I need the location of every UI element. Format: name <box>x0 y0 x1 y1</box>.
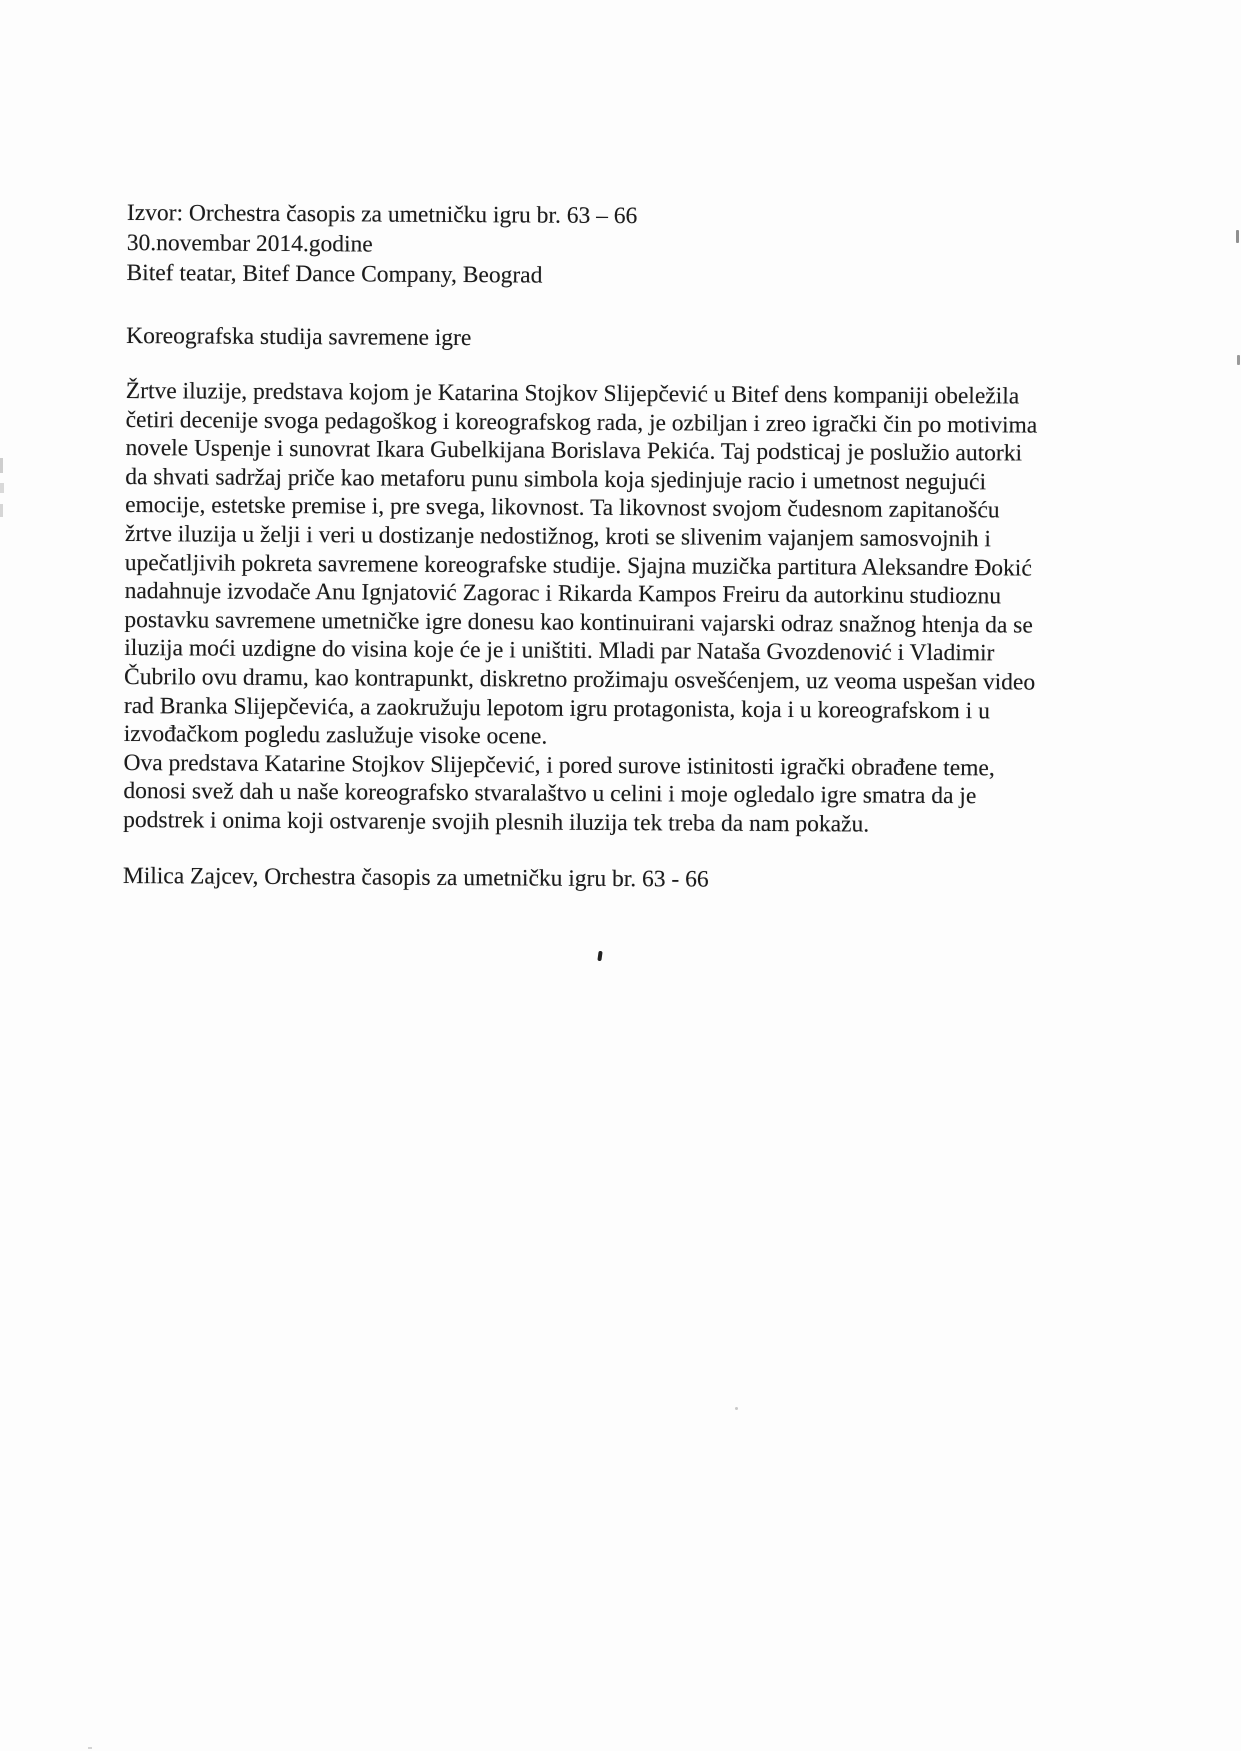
body-line: emocije, estetske premise i, pre svega, likovnost. Ta likovnost svojom čudesnom zapitanošću <box>125 492 1000 524</box>
body-line: nadahnuje izvodače Anu Ignjatović Zagorac i Rikarda Kampos Freiru da autorkinu studioznu <box>124 578 1002 610</box>
body-line: podstrek i onima koji ostvarenje svojih plesnih iluzija tek treba da nam pokažu. <box>123 806 870 838</box>
body-line: Žrtve iluzije, predstava kojom je Katarina Stojkov Slijepčević u Bitef dens kompaniji obeležila <box>125 377 1020 410</box>
body-line: četiri decenije svoga pedagoškog i koreografskog rada, je ozbiljan i zreo igrački čin po motivima <box>125 406 1038 439</box>
document-header <box>126 198 637 291</box>
review-paragraph <box>123 377 1037 840</box>
body-line: novele Uspenje i sunovrat Ikara Gubelkijana Borislava Pekića. Taj podsticaj je poslužio autorki <box>125 435 1023 467</box>
body-line: Čubrilo ovu dramu, kao kontrapunkt, diskretno prožimaju osvešćenjem, uz veoma uspešan video <box>124 663 1036 696</box>
body-line: izvođačkom pogledu zaslužuje visoke ocene. <box>123 721 548 750</box>
body-line: postavku savremene umetničke igre donesu kao kontinuirani vajarski odraz snažnog htenja da se <box>124 606 1033 639</box>
source-line: Izvor: Orchestra časopis za umetničku igru br. 63 – 66 <box>126 200 638 230</box>
body-line: donosi svež dah u naše koreografsko stvaralaštvo u celini i moje ogledalo igre smatra da je <box>123 778 977 810</box>
body-line: da shvati sadržaj priče kao metaforu punu simbola koja sjedinjuje racio i umetnost negujući <box>125 463 987 496</box>
body-line: iluzija moći uzdigne do visina koje će je i uništiti. Mladi par Nataša Gvozdenović i Vladimir <box>124 635 995 667</box>
body-line: rad Branka Slijepčevića, a zaokružuju lepotom igru protagonista, koja i u koreografskom i u <box>123 692 990 724</box>
document-title: Koreografska studija savremene igre <box>126 322 472 352</box>
venue-line: Bitef teatar, Bitef Dance Company, Beograd <box>126 259 543 289</box>
signature-line: Milica Zajcev, Orchestra časopis za umetničku igru br. 63 - 66 <box>122 862 709 893</box>
body-line: Ova predstava Katarine Stojkov Slijepčević, i pored surove istinitosti igrački obrađene teme, <box>123 749 995 782</box>
date-line: 30.novembar 2014.godine <box>126 229 373 258</box>
body-line: žrtve iluzija u želji i veri u dostizanje nedostižnog, kroti se slivenim vajanjem samosvojnih i <box>124 520 992 553</box>
body-line: upečatljivih pokreta savremene koreografske studije. Sjajna muzička partitura Aleksandre Đokić <box>124 549 1032 582</box>
